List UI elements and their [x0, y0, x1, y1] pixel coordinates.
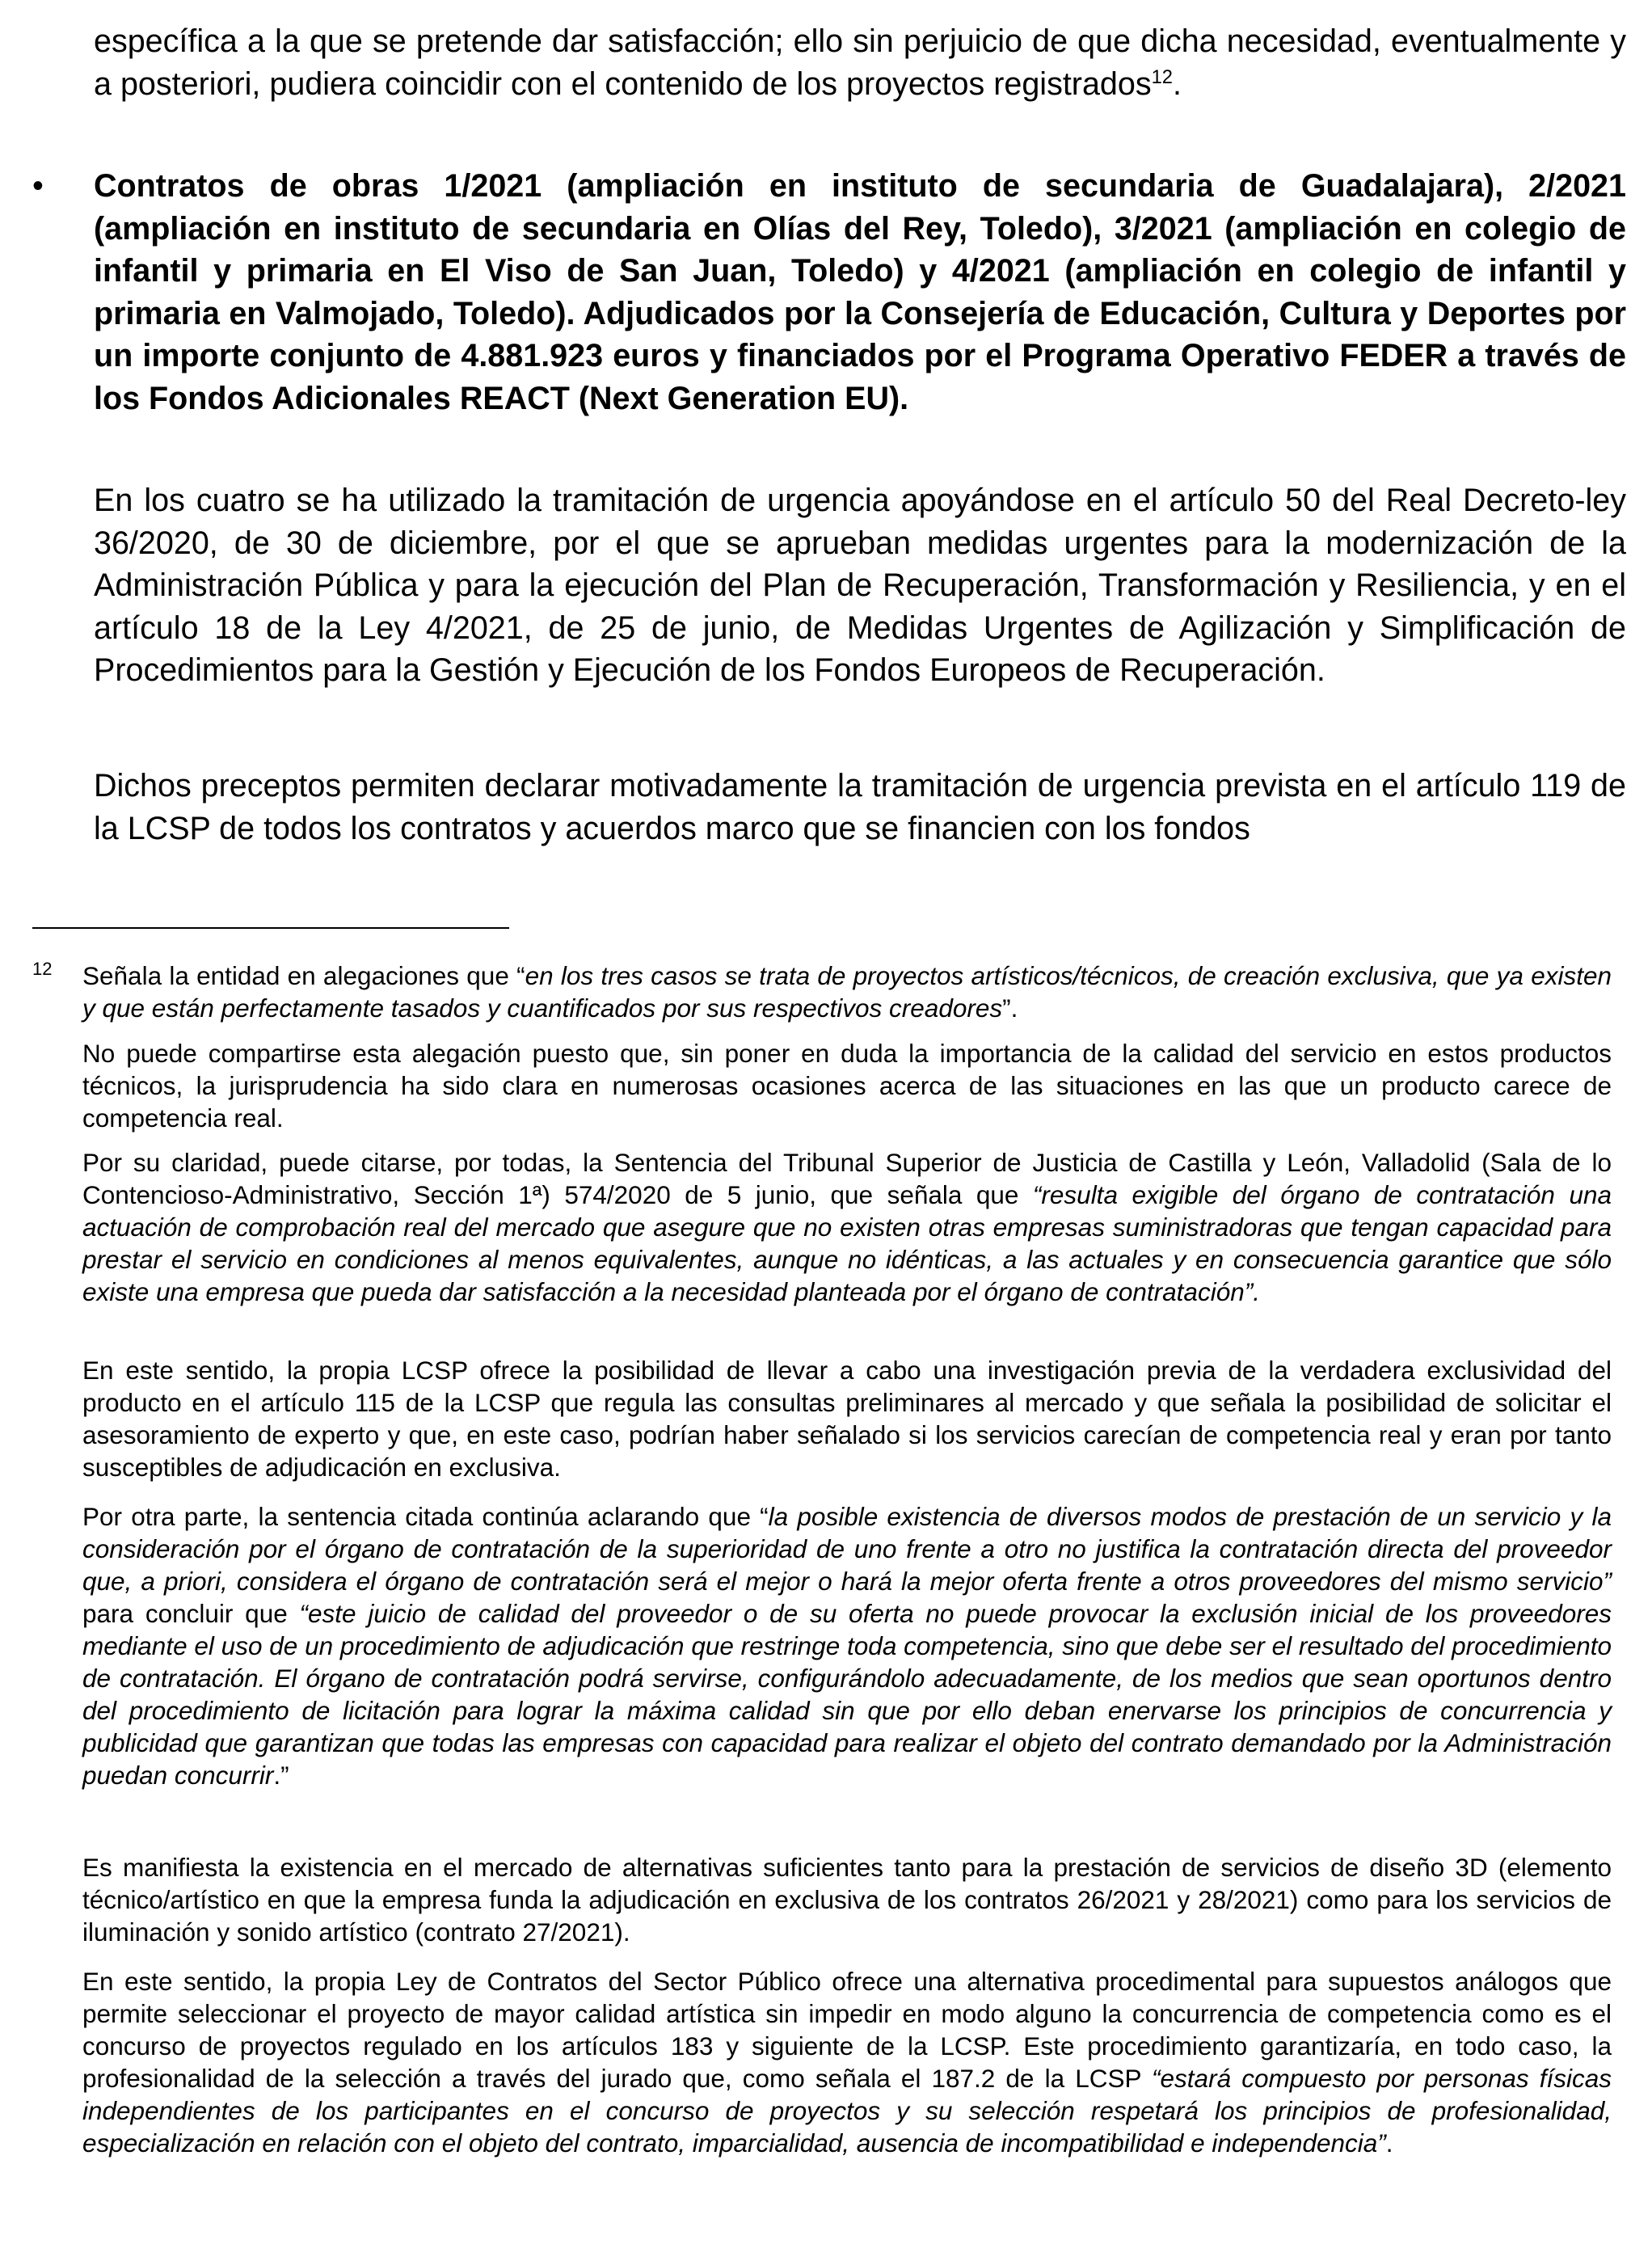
footnote-paragraph-6: Es manifiesta la existencia en el mercado de alternativas suficientes tanto para la prestación de servicios de diseño 3D (elemento técnico/artístico en que la empresa funda la adjudicación en exclusiva de los contratos 26/2021 y 28/2021) como para los servicios de iluminación y sonido artístico (contrato 27/2021).: [82, 1853, 1612, 1947]
footnote-paragraph-4: En este sentido, la propia LCSP ofrece la posibilidad de llevar a cabo una investigación previa de la verdadera exclusividad del producto en el artículo 115 de la LCSP que regula las consultas preliminares al mercado y que señala la posibilidad de solicitar el asesoramiento de experto y que, en este caso, podrían haber señalado si los servicios carecían de competencia real y eran por tanto susceptibles de adjudicación en exclusiva.: [82, 1356, 1612, 1482]
fn7-intro: En este sentido, la propia Ley de Contratos del Sector Público ofrece una alternativa procedimental para supuestos análogos que permite seleccionar el proyecto de mayor calidad artística sin impedir en modo alguno la concurrencia de competencia como es el concurso de proyectos regulado en los artículos 183 y siguiente de la LCSP. Este procedimiento garantizaría, en todo caso, la profesionalidad de la selección a través del jurado que, como señala el 187.2 de la LCSP: [82, 1967, 1612, 2093]
fn3-quote: “resulta exigible del órgano de contratación una actuación de comprobación real del mercado que asegure que no existen otras empresas suministradoras que tengan capacidad para prestar el servicio en condiciones al menos equivalentes, aunque no idénticas, a las actuales y en consecuencia garantice que sólo existe una empresa que pueda dar satisfacción a la necesidad planteada por el órgano de contratación”.: [82, 1180, 1612, 1306]
fn3-intro: Por su claridad, puede citarse, por todas, la Sentencia del Tribunal Superior de Justicia de Castilla y León, Valladolid (Sala de lo Contencioso-Administrativo, Sección 1ª) 574/2020 de 5 junio, que señala que: [82, 1148, 1612, 1209]
continuation-tail: .: [1172, 65, 1182, 102]
fn1-tail: ”.: [1002, 993, 1018, 1023]
bullet-marker: •: [32, 168, 44, 204]
footnote-paragraph-1: [82, 960, 1612, 1024]
fn5-tail: .”: [273, 1761, 289, 1790]
footnote-paragraph-3: [82, 1146, 1612, 1308]
fn5-intro: Por otra parte, la sentencia citada continúa aclarando que “: [82, 1502, 769, 1531]
continuation-paragraph: [94, 20, 1626, 105]
fn7-quote: “estará compuesto por personas físicas independientes de los participantes en el concurso de proyectos y su selección respetará los principios de profesionalidad, especialización en relación con el objeto del contrato, imparcialidad, ausencia de incompatibilidad e independencia”: [82, 2064, 1612, 2158]
fn5-quote-2: “este juicio de calidad del proveedor o de su oferta no puede provocar la exclusión inicial de los proveedores mediante el uso de un procedimiento de adjudicación que restringe toda competencia, sino que debe ser el resultado del procedimiento de contratación. El órgano de contratación podrá servirse, configurándolo adecuadamente, de los medios que sean oportunos dentro del procedimiento de licitación para lograr la máxima calidad sin que por ello deban enervarse los principios de concurrencia y publicidad que garantizan que todas las empresas con capacidad para realizar el objeto del contrato demandado por la Administración puedan concurrir: [82, 1599, 1612, 1790]
fn1-intro: Señala la entidad en alegaciones que “: [82, 961, 525, 990]
footnote-paragraph-7: [82, 1965, 1612, 2159]
bullet-heading: Contratos de obras 1/2021 (ampliación en instituto de secundaria de Guadalajara), 2/2021 (ampliación en instituto de secundaria en Olías del Rey, Toledo), 3/2021 (ampliación en colegio de infantil y primaria en El Viso de San Juan, Toledo) y 4/2021 (ampliación en colegio de infantil y primaria en Valmojado, Toledo). Adjudicados por la Consejería de Educación, Cultura y Deportes por un importe conjunto de 4.881.923 euros y financiados por el Programa Operativo FEDER a través de los Fondos Adicionales REACT (Next Generation EU).: [94, 168, 1626, 416]
footnote-reference[interactable]: 12: [1151, 66, 1173, 88]
fn7-tail: .: [1385, 2128, 1393, 2158]
fn1-quote: en los tres casos se trata de proyectos artísticos/técnicos, de creación exclusiva, que ya existen y que están perfectamente tasados y cuantificados por sus respectivos creadores: [82, 961, 1612, 1023]
bullet-paragraph-1: En los cuatro se ha utilizado la tramitación de urgencia apoyándose en el artículo 50 del Real Decreto-ley 36/2020, de 30 de diciembre, por el que se aprueban medidas urgentes para la modernización de la Administración Pública y para la ejecución del Plan de Recuperación, Transformación y Resiliencia, y en el artículo 18 de la Ley 4/2021, de 25 de junio, de Medidas Urgentes de Agilización y Simplificación de Procedimientos para la Gestión y Ejecución de los Fondos Europeos de Recuperación.: [94, 483, 1626, 688]
fn5-quote-1: la posible existencia de diversos modos de prestación de un servicio y la consideración por el órgano de contratación de la superioridad de uno frente a otro no justifica la contratación directa del proveedor que, a priori, considera el órgano de contratación será el mejor o hará la mejor oferta frente a otros proveedores del mismo servicio”: [82, 1502, 1612, 1596]
footnote-number: 12: [32, 959, 53, 979]
footnote-separator: [32, 927, 509, 929]
continuation-text: específica a la que se pretende dar satisfacción; ello sin perjuicio de que dicha necesidad, eventualmente y a posteriori, pudiera coincidir con el contenido de los proyectos registrados: [94, 23, 1626, 102]
bullet-paragraph-2: Dichos preceptos permiten declarar motivadamente la tramitación de urgencia prevista en el artículo 119 de la LCSP de todos los contratos y acuerdos marco que se financien con los fondos: [94, 768, 1626, 846]
footnote-paragraph-2: No puede compartirse esta alegación puesto que, sin poner en duda la importancia de la calidad del servicio en estos productos técnicos, la jurisprudencia ha sido clara en numerosas ocasiones acerca de las situaciones en las que un producto carece de competencia real.: [82, 1039, 1612, 1133]
fn5-connector: para concluir que: [82, 1599, 300, 1628]
footnote-paragraph-5: [82, 1500, 1612, 1791]
